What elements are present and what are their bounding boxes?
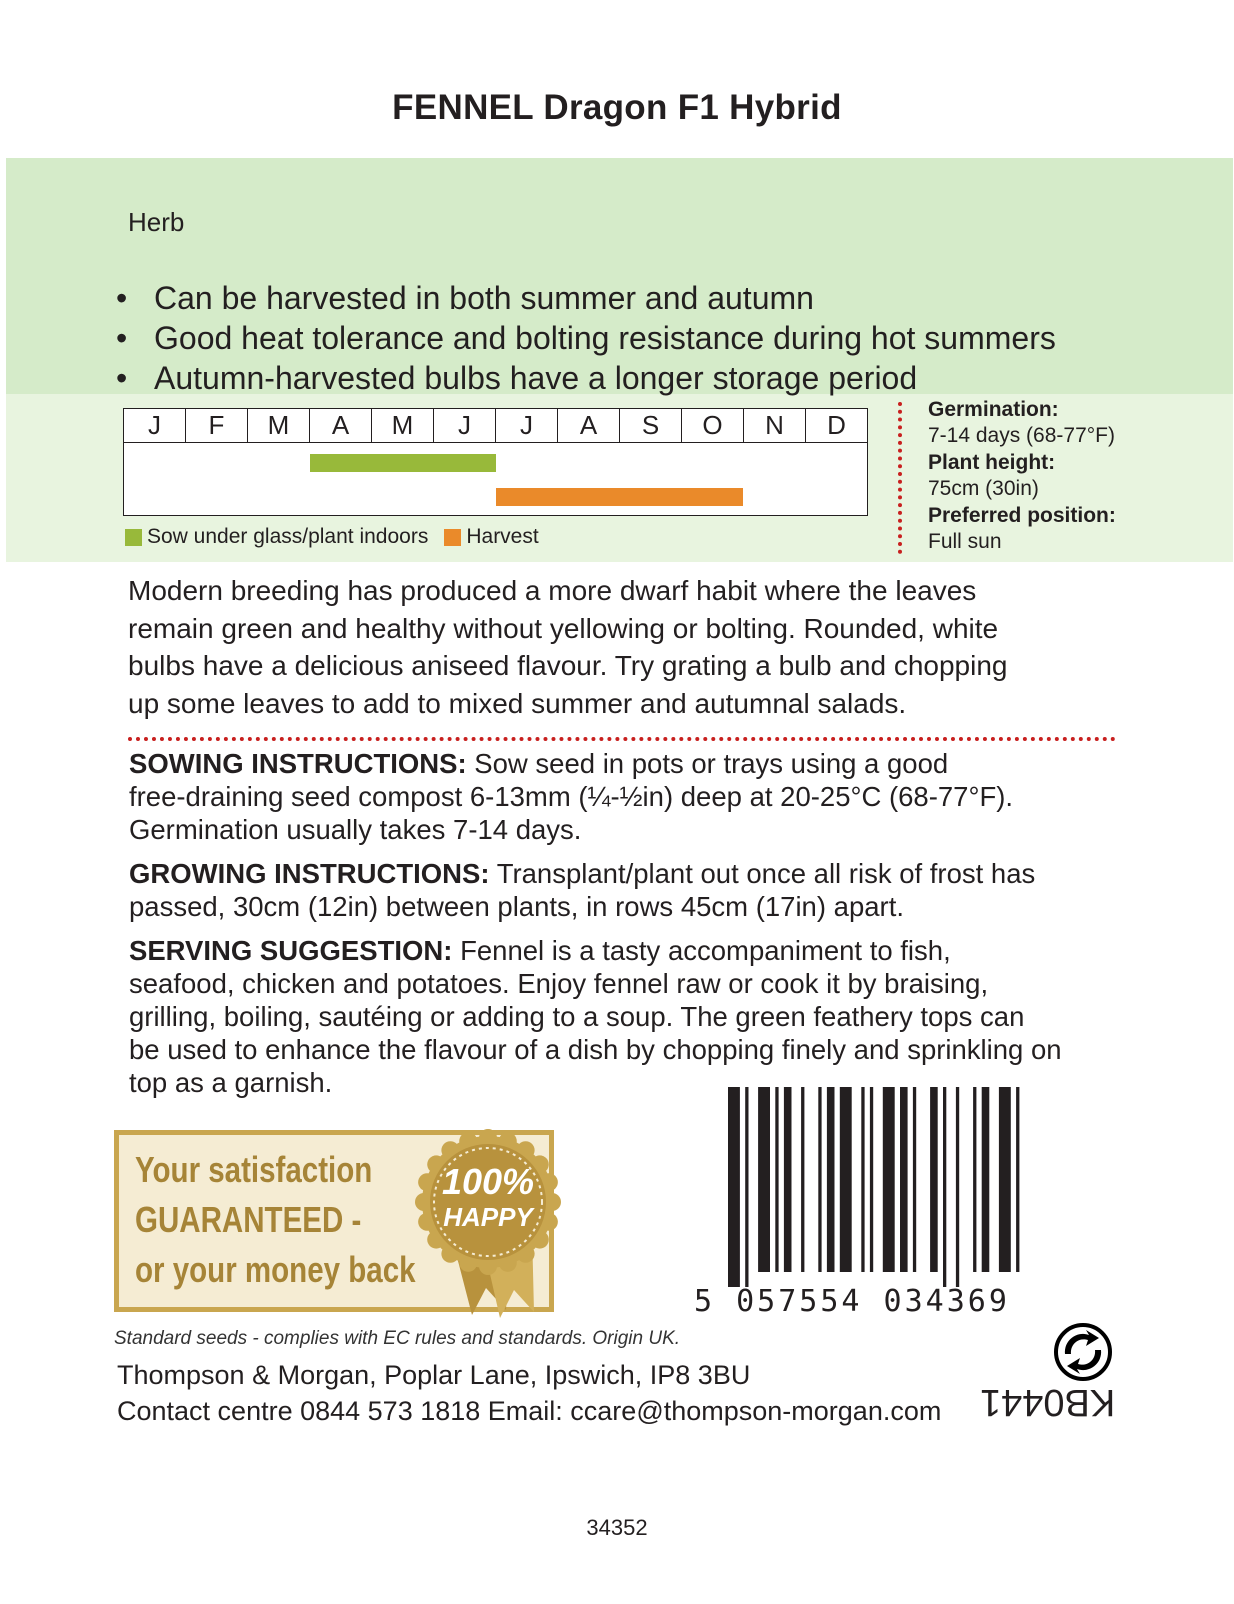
sowing-heading: SOWING INSTRUCTIONS:: [129, 748, 467, 779]
calendar-month-row: [124, 409, 867, 443]
legend-sow-label: Sow under glass/plant indoors: [147, 525, 429, 548]
sow-swatch-icon: [125, 529, 142, 546]
category-label: Herb: [128, 207, 185, 237]
harvest-swatch-icon: [444, 529, 461, 546]
green-dot-recycle-icon: [1053, 1322, 1113, 1382]
barcode-bar: [999, 1087, 1011, 1272]
product-title: FENNEL Dragon F1 Hybrid: [392, 88, 842, 127]
barcode-number: 5 057554 034369: [694, 1284, 1010, 1319]
month-may: M: [372, 409, 434, 442]
dotted-divider-horizontal: [128, 737, 1116, 741]
barcode-bar: [900, 1087, 908, 1272]
month-jun: J: [434, 409, 496, 442]
fact-value: 7-14 days (68-77°F): [928, 424, 1115, 447]
bullet-icon: •: [116, 360, 128, 396]
sowing-calendar: [123, 408, 868, 516]
barcode-bar: [728, 1087, 740, 1287]
barcode-bar: [943, 1087, 946, 1287]
month-oct: O: [682, 409, 744, 442]
month-mar: M: [248, 409, 310, 442]
company-address: Thompson & Morgan, Poplar Lane, Ipswich, IP8 3BU Contact centre 0844 573 1818 Email: ccare@thompson-morgan.com: [117, 1360, 942, 1426]
dotted-divider-vertical: [898, 402, 902, 554]
barcode-bar: [827, 1087, 835, 1272]
happy-seal-icon: [410, 1120, 570, 1320]
growing-instructions: GROWING INSTRUCTIONS: Transplant/plant out once all risk of frost has passed, 30cm (12in) between plants, in rows 45cm (17in) apart.: [129, 858, 1036, 922]
barcode-bar: [818, 1087, 821, 1272]
barcode-bar: [870, 1087, 873, 1272]
barcode-bar: [801, 1087, 804, 1272]
bullet-icon: •: [116, 320, 128, 356]
feature-bullets: [116, 278, 1056, 398]
fact-label: Preferred position:: [928, 504, 1116, 527]
month-jan: J: [124, 409, 186, 442]
bullet-item: • Autumn-harvested bulbs have a longer storage period: [116, 360, 918, 396]
barcode-bar: [745, 1087, 748, 1287]
bullet-icon: •: [116, 280, 128, 316]
barcode-bar: [883, 1087, 895, 1272]
barcode-bar: [1016, 1087, 1019, 1272]
barcode-bar: [861, 1087, 864, 1272]
month-feb: F: [186, 409, 248, 442]
barcode-bar: [840, 1087, 852, 1272]
barcode-bar: [913, 1087, 916, 1272]
barcode-bar: [956, 1087, 959, 1287]
bullet-item: • Can be harvested in both summer and autumn: [116, 280, 814, 316]
month-aug: A: [558, 409, 620, 442]
product-description: Modern breeding has produced a more dwarf habit where the leaves remain green and healthy without yellowing or bolting. Rounded, white bulbs have a delicious aniseed flavour. Try grating a bulb and chopping up some leaves to add to mixed summer and autumnal salads.: [128, 575, 1008, 719]
barcode-bar: [758, 1087, 770, 1272]
fact-label: Germination:: [928, 398, 1059, 421]
month-nov: N: [744, 409, 806, 442]
month-dec: D: [827, 410, 846, 440]
packet-code: KB0441: [980, 1381, 1116, 1423]
growing-facts: [928, 397, 1116, 556]
fact-value: Full sun: [928, 530, 1002, 553]
compliance-note: Standard seeds - complies with EC rules and standards. Origin UK.: [114, 1328, 681, 1349]
sowing-instructions: SOWING INSTRUCTIONS: Sow seed in pots or trays using a good free-draining seed compost 6-13mm (¼-½in) deep at 20-25°C (68-77°F). Germination usually takes 7-14 days.: [129, 748, 1014, 845]
guarantee-line: or your money back: [135, 1249, 416, 1290]
barcode-bar: [930, 1087, 938, 1272]
seal-percent-label: 100%: [441, 1161, 535, 1202]
serving-suggestion: SERVING SUGGESTION: Fennel is a tasty accompaniment to fish, seafood, chicken and potatoes. Enjoy fennel raw or cook it by braising, grilling, boiling, sautéing or adding to a soup. The green feathery tops can be used to enhance the flavour of a dish by chopping finely and sprinkling on top as a garnish.: [129, 935, 1062, 1098]
guarantee-line: Your satisfaction: [135, 1149, 373, 1190]
product-barcode: [728, 1087, 1028, 1287]
fact-label: Plant height:: [928, 451, 1056, 474]
fact-value: 75cm (30in): [928, 477, 1039, 500]
calendar-legend: [125, 525, 539, 549]
legend-harvest-label: Harvest: [466, 525, 539, 548]
seal-happy-label: HAPPY: [443, 1202, 533, 1232]
month-apr: A: [310, 409, 372, 442]
barcode-bar: [973, 1087, 976, 1272]
barcode-bar: [784, 1087, 792, 1272]
sow-period-bar: [310, 454, 496, 472]
barcode-bar: [982, 1087, 990, 1272]
month-sep: S: [620, 409, 682, 442]
month-jul: J: [496, 409, 558, 442]
growing-heading: GROWING INSTRUCTIONS:: [129, 858, 490, 889]
serving-heading: SERVING SUGGESTION:: [129, 935, 453, 966]
guarantee-line: GUARANTEED -: [135, 1199, 362, 1240]
bullet-item: • Good heat tolerance and bolting resistance during hot summers: [116, 320, 1056, 356]
footer-code: 34352: [586, 1515, 648, 1540]
harvest-period-bar: [496, 488, 744, 506]
barcode-bar: [775, 1087, 778, 1272]
